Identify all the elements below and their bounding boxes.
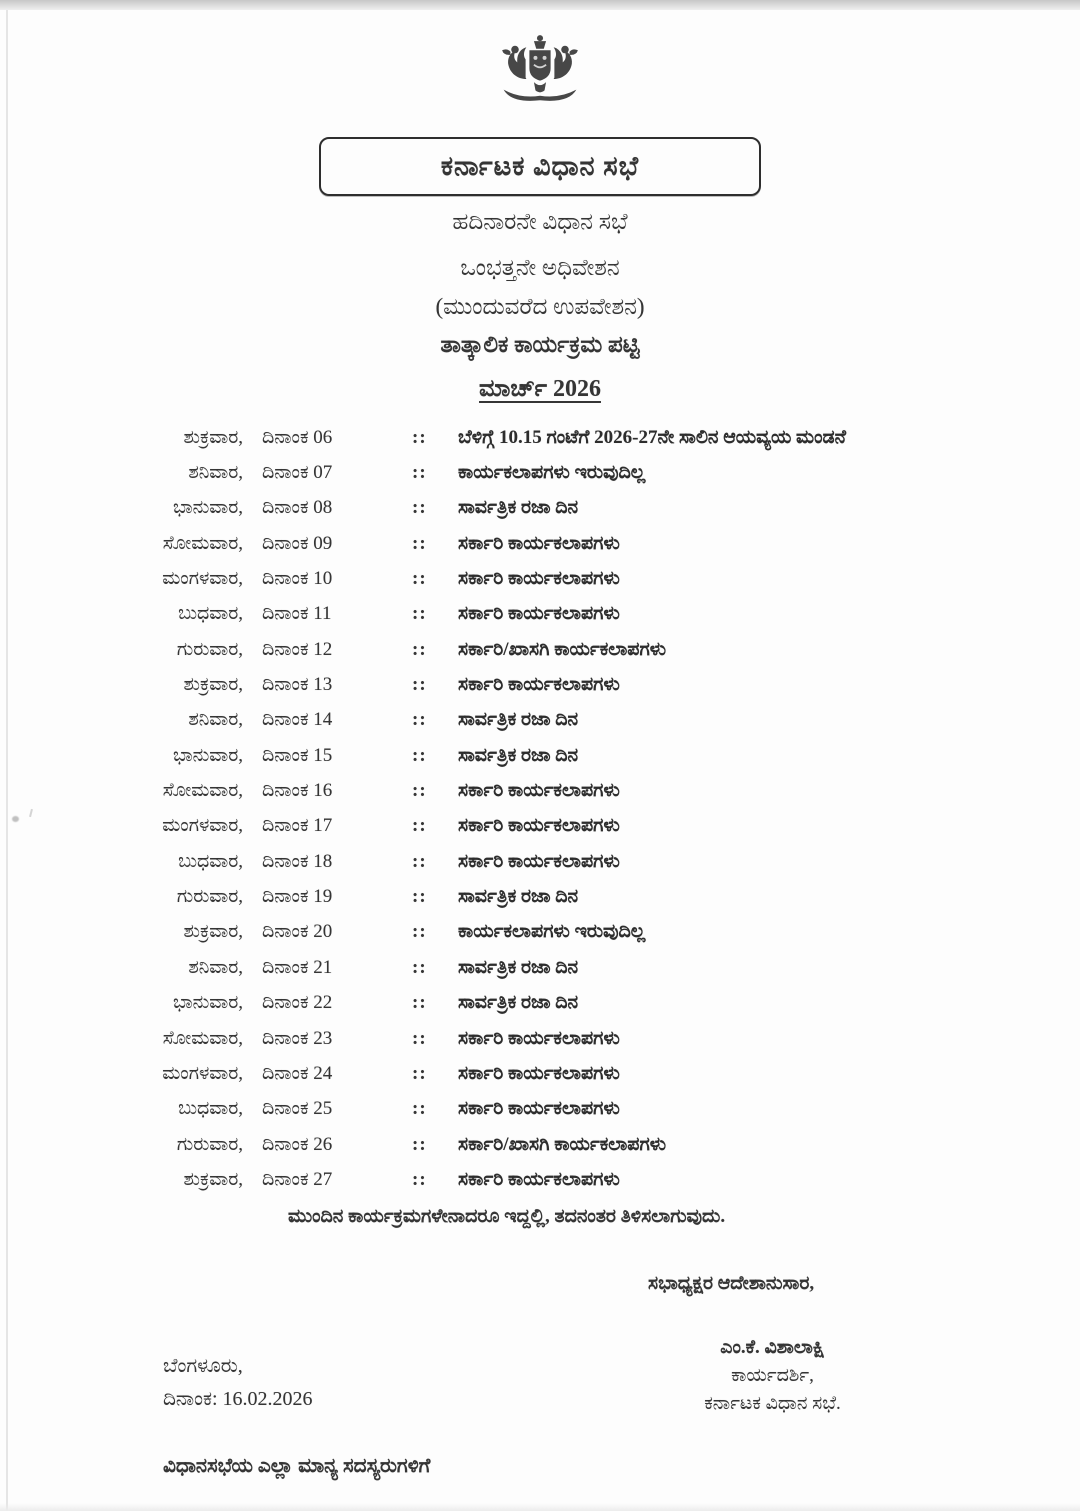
place-line: ಬೆಂಗಳೂರು, — [163, 1355, 243, 1377]
activity-cell: ಸರ್ಕಾರಿ ಕಾರ್ಯಕಲಾಪಗಳು — [458, 603, 620, 625]
day-name-cell: ಬುಧವಾರ, — [178, 850, 243, 872]
activity-cell: ಕಾರ್ಯಕಲಾಪಗಳು ಇರುವುದಿಲ್ಲ — [458, 921, 646, 943]
secretary-name: ಎಂ.ಕೆ. ವಿಶಾಲಾಕ್ಷಿ — [720, 1337, 825, 1358]
schedule-row — [0, 950, 1080, 985]
signature-block — [655, 1334, 890, 1418]
assembly-title-box — [319, 137, 761, 196]
separator-colons: :: — [412, 921, 427, 943]
schedule-row — [0, 526, 1080, 561]
schedule-row — [0, 773, 1080, 808]
day-name-cell: ಸೋಮವಾರ, — [162, 1027, 243, 1049]
schedule-row — [0, 597, 1080, 632]
activity-cell: ಸರ್ಕಾರಿ ಕಾರ್ಯಕಲಾಪಗಳು — [458, 1027, 620, 1049]
separator-colons: :: — [412, 568, 427, 590]
date-cell: ದಿನಾಂಕ 21 — [262, 956, 333, 978]
activity-cell: ಸರ್ಕಾರಿ ಕಾರ್ಯಕಲಾಪಗಳು — [458, 568, 620, 590]
separator-colons: :: — [412, 462, 427, 484]
date-cell: ದಿನಾಂಕ 16 — [262, 780, 333, 802]
activity-cell: ಸರ್ಕಾರಿ ಕಾರ್ಯಕಲಾಪಗಳು — [458, 532, 620, 554]
schedule-row — [0, 703, 1080, 738]
schedule-row — [0, 1021, 1080, 1056]
date-cell: ದಿನಾಂಕ 19 — [262, 886, 333, 908]
scan-edge-top — [0, 0, 1080, 10]
day-name-cell: ಶುಕ್ರವಾರ, — [183, 426, 243, 448]
day-name-cell: ಮಂಗಳವಾರ, — [162, 815, 243, 837]
separator-colons: :: — [412, 426, 427, 448]
day-name-cell: ಭಾನುವಾರ, — [173, 744, 243, 766]
continued-sitting-line: (ಮುಂದುವರೆದ ಉಪವೇಶನ) — [435, 294, 645, 319]
day-name-cell: ಸೋಮವಾರ, — [162, 532, 243, 554]
day-name-cell: ಶುಕ್ರವಾರ, — [183, 1168, 243, 1190]
schedule-row — [0, 667, 1080, 702]
day-name-cell: ಮಂಗಳವಾರ, — [162, 1062, 243, 1084]
schedule-row — [0, 1092, 1080, 1127]
schedule-row — [0, 809, 1080, 844]
activity-cell: ಸರ್ಕಾರಿ ಕಾರ್ಯಕಲಾಪಗಳು — [458, 815, 620, 837]
day-name-cell: ಗುರುವಾರ, — [176, 638, 243, 660]
session-number-line: ಒಂಭತ್ತನೇ ಅಧಿವೇಶನ — [460, 255, 620, 280]
day-name-cell: ಮಂಗಳವಾರ, — [162, 568, 243, 590]
tentative-programme-title: ತಾತ್ಕಾಲಿಕ ಕಾರ್ಯಕ್ರಮ ಪಟ್ಟಿ — [440, 332, 640, 357]
schedule-table — [0, 420, 1080, 1198]
date-cell: ದಿನಾಂಕ 14 — [262, 709, 333, 731]
schedule-row — [0, 986, 1080, 1021]
date-cell: ದಿನಾಂಕ 10 — [262, 568, 333, 590]
assembly-number-line: ಹದಿನಾರನೇ ವಿಧಾನ ಸಭೆ — [452, 209, 628, 234]
schedule-row — [0, 632, 1080, 667]
activity-cell: ಸರ್ಕಾರಿ/ಖಾಸಗಿ ಕಾರ್ಯಕಲಾಪಗಳು — [458, 1133, 667, 1155]
date-cell: ದಿನಾಂಕ 11 — [262, 603, 332, 625]
date-cell: ದಿನಾಂಕ 13 — [262, 674, 333, 696]
separator-colons: :: — [412, 886, 427, 908]
schedule-row — [0, 561, 1080, 596]
separator-colons: :: — [412, 992, 427, 1014]
separator-colons: :: — [412, 815, 427, 837]
day-name-cell: ಸೋಮವಾರ, — [162, 780, 243, 802]
date-cell: ದಿನಾಂಕ 15 — [262, 744, 333, 766]
day-name-cell: ಶನಿವಾರ, — [188, 462, 243, 484]
activity-cell: ಸಾರ್ವತ್ರಿಕ ರಜಾ ದಿನ — [458, 497, 579, 519]
day-name-cell: ಬುಧವಾರ, — [178, 603, 243, 625]
assembly-title: ಕರ್ನಾಟಕ ವಿಧಾನ ಸಭೆ — [440, 150, 640, 181]
separator-colons: :: — [412, 1133, 427, 1155]
date-cell: ದಿನಾಂಕ 20 — [262, 921, 333, 943]
date-cell: ದಿನಾಂಕ 18 — [262, 850, 333, 872]
schedule-row — [0, 879, 1080, 914]
activity-cell: ಸಾರ್ವತ್ರಿಕ ರಜಾ ದಿನ — [458, 744, 579, 766]
date-cell: ದಿನಾಂಕ 17 — [262, 815, 333, 837]
activity-cell: ಸಾರ್ವತ್ರಿಕ ರಜಾ ದಿನ — [458, 992, 579, 1014]
separator-colons: :: — [412, 638, 427, 660]
day-name-cell: ಭಾನುವಾರ, — [173, 992, 243, 1014]
separator-colons: :: — [412, 956, 427, 978]
secretary-organization: ಕರ್ನಾಟಕ ವಿಧಾನ ಸಭೆ. — [704, 1393, 841, 1414]
activity-cell: ಸರ್ಕಾರಿ ಕಾರ್ಯಕಲಾಪಗಳು — [458, 1168, 620, 1190]
date-cell: ದಿನಾಂಕ 08 — [262, 497, 333, 519]
schedule-row — [0, 844, 1080, 879]
activity-cell: ಬೆಳಿಗ್ಗೆ 10.15 ಗಂಟೆಗೆ 2026-27ನೇ ಸಾಲಿನ ಆಯವ್ಯಯ ಮಂಡನೆ — [458, 426, 846, 448]
separator-colons: :: — [412, 497, 427, 519]
day-name-cell: ಶುಕ್ರವಾರ, — [183, 674, 243, 696]
separator-colons: :: — [412, 1168, 427, 1190]
addressee-line: ವಿಧಾನಸಭೆಯ ಎಲ್ಲಾ ಮಾನ್ಯ ಸದಸ್ಯರುಗಳಿಗೆ — [163, 1455, 431, 1477]
further-programmes-note: ಮುಂದಿನ ಕಾರ್ಯಕ್ರಮಗಳೇನಾದರೂ ಇದ್ದಲ್ಲಿ, ತದನಂತರ ತಿಳಿಸಲಾಗುವುದು. — [288, 1206, 726, 1227]
activity-cell: ಸರ್ಕಾರಿ ಕಾರ್ಯಕಲಾಪಗಳು — [458, 780, 620, 802]
date-cell: ದಿನಾಂಕ 26 — [262, 1133, 333, 1155]
schedule-row — [0, 738, 1080, 773]
date-cell: ದಿನಾಂಕ 06 — [262, 426, 333, 448]
date-cell: ದಿನಾಂಕ 22 — [262, 992, 333, 1014]
separator-colons: :: — [412, 744, 427, 766]
activity-cell: ಸರ್ಕಾರಿ/ಖಾಸಗಿ ಕಾರ್ಯಕಲಾಪಗಳು — [458, 638, 667, 660]
separator-colons: :: — [412, 532, 427, 554]
date-cell: ದಿನಾಂಕ 07 — [262, 462, 333, 484]
schedule-row — [0, 915, 1080, 950]
secretary-designation: ಕಾರ್ಯದರ್ಶಿ, — [731, 1365, 814, 1386]
activity-cell: ಸರ್ಕಾರಿ ಕಾರ್ಯಕಲಾಪಗಳು — [458, 850, 620, 872]
schedule-row — [0, 1056, 1080, 1091]
activity-cell: ಸರ್ಕಾರಿ ಕಾರ್ಯಕಲಾಪಗಳು — [458, 1062, 620, 1084]
place-date-block — [163, 1350, 313, 1416]
karnataka-state-emblem-icon — [0, 33, 1080, 113]
separator-colons: :: — [412, 674, 427, 696]
day-name-cell: ಶನಿವಾರ, — [188, 956, 243, 978]
separator-colons: :: — [412, 709, 427, 731]
schedule-row — [0, 491, 1080, 526]
day-name-cell: ಭಾನುವಾರ, — [173, 497, 243, 519]
day-name-cell: ಗುರುವಾರ, — [176, 886, 243, 908]
activity-cell: ಸಾರ್ವತ್ರಿಕ ರಜಾ ದಿನ — [458, 956, 579, 978]
separator-colons: :: — [412, 1098, 427, 1120]
activity-cell: ಸರ್ಕಾರಿ ಕಾರ್ಯಕಲಾಪಗಳು — [458, 674, 620, 696]
speaker-order-line: ಸಭಾಧ್ಯಕ್ಷರ ಆದೇಶಾನುಸಾರ, — [648, 1273, 815, 1294]
separator-colons: :: — [412, 850, 427, 872]
schedule-row — [0, 420, 1080, 455]
day-name-cell: ಗುರುವಾರ, — [176, 1133, 243, 1155]
scan-edge-bottom — [0, 1503, 1080, 1511]
activity-cell: ಸರ್ಕಾರಿ ಕಾರ್ಯಕಲಾಪಗಳು — [458, 1098, 620, 1120]
separator-colons: :: — [412, 780, 427, 802]
activity-cell: ಸಾರ್ವತ್ರಿಕ ರಜಾ ದಿನ — [458, 709, 579, 731]
date-cell: ದಿನಾಂಕ 23 — [262, 1027, 333, 1049]
date-cell: ದಿನಾಂಕ 27 — [262, 1168, 333, 1190]
separator-colons: :: — [412, 1062, 427, 1084]
schedule-row — [0, 1127, 1080, 1162]
date-cell: ದಿನಾಂಕ 09 — [262, 532, 333, 554]
schedule-row — [0, 1162, 1080, 1197]
month-title: ಮಾರ್ಚ್ 2026 — [479, 376, 601, 402]
activity-cell: ಸಾರ್ವತ್ರಿಕ ರಜಾ ದಿನ — [458, 886, 579, 908]
separator-colons: :: — [412, 603, 427, 625]
date-cell: ದಿನಾಂಕ 12 — [262, 638, 333, 660]
date-cell: ದಿನಾಂಕ 25 — [262, 1098, 333, 1120]
separator-colons: :: — [412, 1027, 427, 1049]
issue-date-line: ದಿನಾಂಕ: 16.02.2026 — [163, 1388, 313, 1410]
activity-cell: ಕಾರ್ಯಕಲಾಪಗಳು ಇರುವುದಿಲ್ಲ — [458, 462, 646, 484]
day-name-cell: ಬುಧವಾರ, — [178, 1098, 243, 1120]
day-name-cell: ಶುಕ್ರವಾರ, — [183, 921, 243, 943]
date-cell: ದಿನಾಂಕ 24 — [262, 1062, 333, 1084]
day-name-cell: ಶನಿವಾರ, — [188, 709, 243, 731]
schedule-row — [0, 455, 1080, 490]
